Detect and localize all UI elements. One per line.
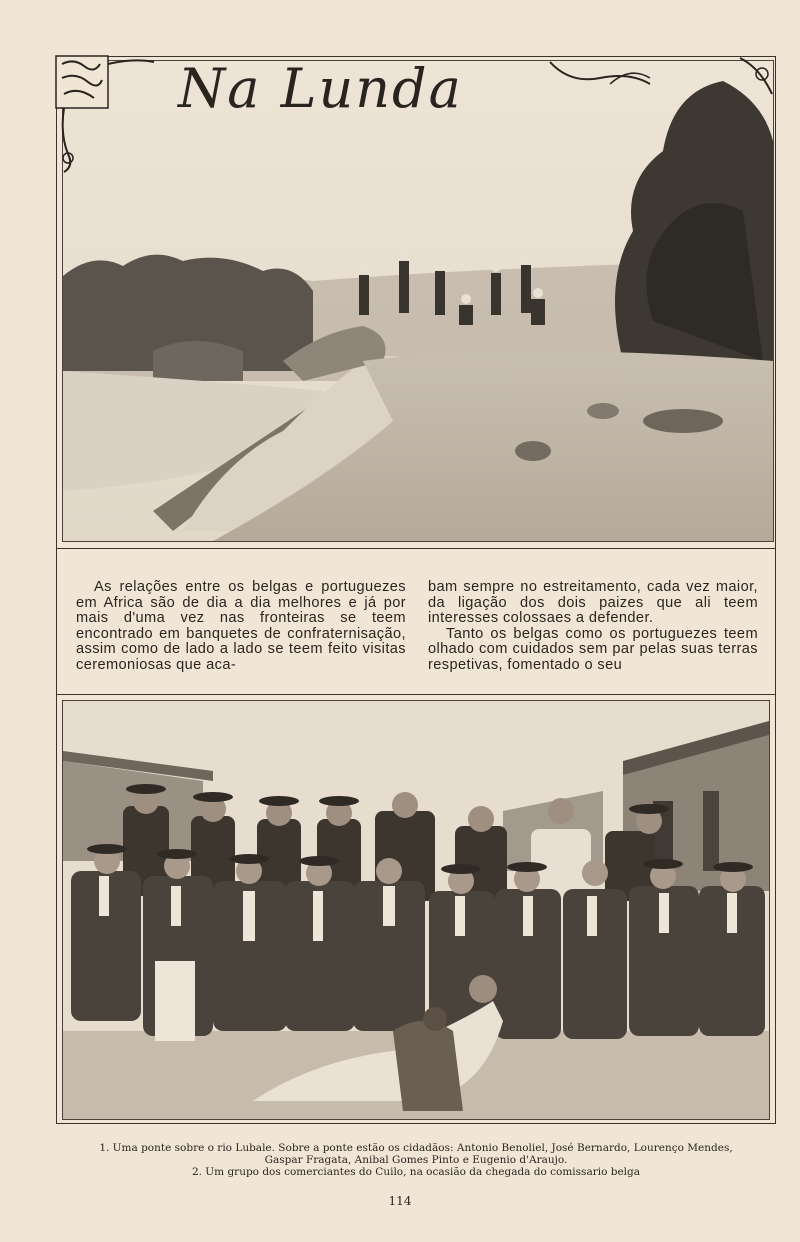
article-text — [76, 580, 758, 680]
photo-bridge-rio-lubale — [62, 57, 774, 542]
ornament-top-left-icon — [54, 54, 164, 174]
article-column-left — [76, 580, 406, 680]
article-paragraph: Tanto os belgas como os portuguezes teem olhado com cuidados sem par pelas suas terras respetivas, fomentado o seu — [428, 625, 758, 673]
caption-line: 2. Um grupo dos comerciantes do Cuilo, na ocasião da chegada do comissario belga — [191, 1166, 641, 1178]
photo-group-comerciantes-cuilo — [62, 700, 770, 1120]
page-title: Na Lunda — [178, 57, 463, 120]
caption-line: Gaspar Fragata, Anibal Gomes Pinto e Eugenio d'Araujo. — [264, 1154, 568, 1166]
divider-bottom — [56, 694, 776, 695]
article-paragraph: As relações entre os belgas e portuguezes em Africa são de dia a dia melhores e já por mais d'uma vez nas fronteiras se teem encontrado em banquetes de confraternisação, assim como de lado a lado se teem feito visitas ceremoniosas que aca- — [76, 579, 406, 673]
page-number: 114 — [388, 1194, 412, 1208]
divider-top — [56, 548, 776, 549]
article-paragraph: bam sempre no estreitamento, cada vez maior, da ligação dos dois paizes que ali teem interesses colossaes a defender. — [428, 579, 758, 626]
article-column-right — [428, 580, 758, 680]
ornament-top-right-icon — [540, 54, 780, 114]
photo-captions — [56, 1142, 776, 1178]
caption-line: 1. Uma ponte sobre o rio Lubale. Sobre a ponte estão os cidadãos: Antonio Benoliel, José Bernardo, Lourenço Mendes, — [99, 1142, 733, 1154]
